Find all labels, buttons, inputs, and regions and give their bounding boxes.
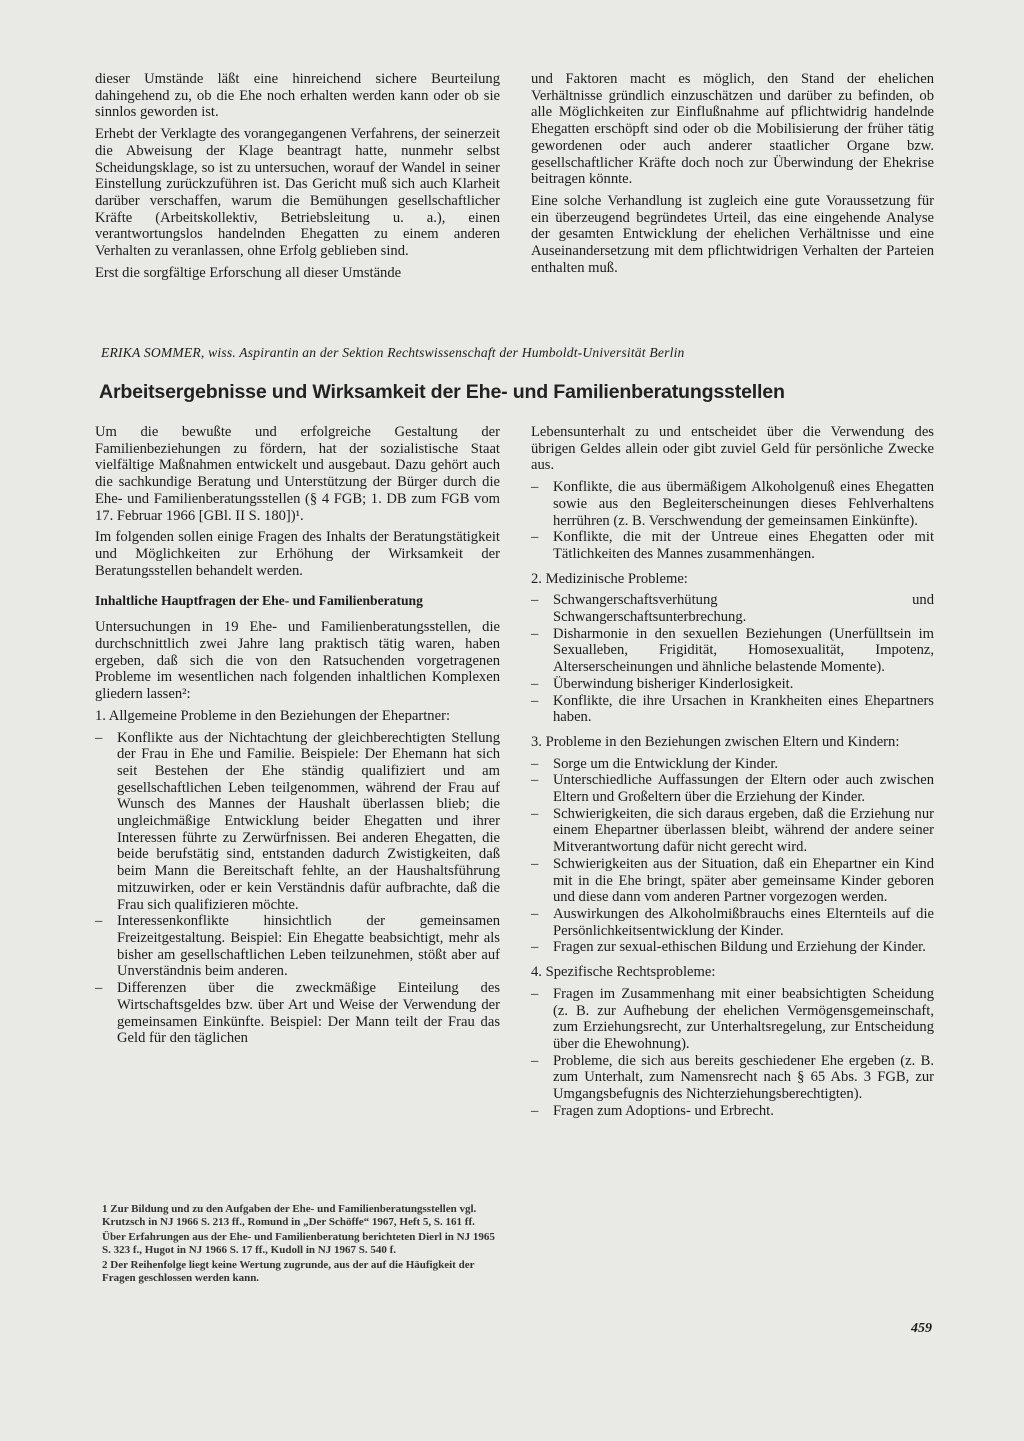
dash-marker: – [531,905,539,922]
list-item: – Unterschiedliche Auffassungen der Eltern oder auch zwischen Eltern und Großeltern über die Erziehung der Kinder. [531,772,934,806]
dash-marker: – [531,1102,539,1119]
list-item: – Konflikte, die ihre Ursachen in Krankheiten eines Ehepartners haben. [531,692,934,726]
list-item: – Fragen zum Adoptions- und Erbrecht. [531,1102,774,1119]
paragraph: und Faktoren macht es möglich, den Stand der ehelichen Verhältnisse gründlich einzuschätzen und darüber zu befinden, ob alle Möglichkeiten zur Einflußnahme auf pflichtwidrig handelnde Ehegatten erschöpft sind oder ob die Mobilisierung der früher tätig gewordenen oder auch anderer staatlicher Organe bzw. gesellschaftlicher Kräfte doch noch zur Überwindung der Ehekrise beitragen könnte. [531,71,934,188]
dash-marker: – [531,529,539,546]
top-right-column [531,71,934,281]
paragraph: Eine solche Verhandlung ist zugleich eine gute Voraussetzung für ein überzeugend begründetes Urteil, das eine eingehende Analyse der gesamten Entwicklung der ehelichen Verhältnisse und eine Auseinandersetzung mit dem pflichtwidrigen Verhalten der Parteien enthalten muß. [531,192,934,276]
dash-marker: – [531,855,539,872]
list-item: – Disharmonie in den sexuellen Beziehungen (Unerfülltsein im Sexualleben, Frigidität, Homosexualität, Impotenz, Alterserscheinungen und ähnliche belastende Momente). [531,625,934,676]
footnote: Über Erfahrungen aus der Ehe- und Familienberatung berichteten Dierl in NJ 1965 S. 323 f., Hugot in NJ 1966 S. 17 ff., Kudoll in NJ 1967 S. 540 f. [102,1231,495,1256]
dash-marker: – [531,1052,539,1069]
dash-marker: – [531,805,539,822]
dash-marker: – [531,592,539,609]
list-heading: 4. Spezifische Rechtsprobleme: [531,964,716,981]
section-heading: Inhaltliche Hauptfragen der Ehe- und Familienberatung [95,593,423,609]
paragraph: Im folgenden sollen einige Fragen des Inhalts der Beratungstätigkeit und Möglichkeiten zur Erhöhung der Wirksamkeit der Beratungsstellen behandelt werden. [95,529,500,579]
dash-marker: – [531,675,539,692]
article-author: ERIKA SOMMER, wiss. Aspirantin an der Sektion Rechtswissenschaft der Humboldt-Universität Berlin [101,345,685,360]
dash-marker: – [531,939,539,956]
dash-marker: – [531,479,539,496]
top-left-column [95,71,500,286]
list-item: – Fragen zur sexual-ethischen Bildung und Erziehung der Kinder. [531,939,926,956]
list-item: – Schwierigkeiten, die sich daraus ergeben, daß die Erziehung nur einem Ehepartner überlassen bleibt, während der andere seiner Mitverantwortung dafür nicht gerecht wird. [531,805,934,856]
list-heading: 3. Probleme in den Beziehungen zwischen Eltern und Kindern: [531,733,900,750]
list-item: – Sorge um die Entwicklung der Kinder. [531,755,779,772]
dash-marker: – [531,755,539,772]
list-item: – Interessenkonflikte hinsichtlich der gemeinsamen Freizeitgestaltung. Beispiel: Ein Ehegatte beabsichtigt, mehr als bisher am gesellschaftlichen Leben teilzunehmen, stößt aber auf Unverständnis beim anderen. [95,913,500,980]
dash-marker: – [531,772,539,789]
dash-marker: – [95,729,103,746]
article-title: Arbeitsergebnisse und Wirksamkeit der Ehe- und Familienberatungsstellen [99,381,785,403]
list-heading: 2. Medizinische Probleme: [531,570,688,587]
dash-marker: – [531,985,539,1002]
dash-marker: – [95,913,103,930]
list-item: – Überwindung bisheriger Kinderlosigkeit. [531,675,794,692]
list-item: – Konflikte aus der Nichtachtung der gleichberechtigten Stellung der Frau in Ehe und Familie. Beispiele: Der Ehemann hat sich seit Bestehen der Ehe ständig qualifiziert und am gesellschaftlichen Leben teilgenommen, während der Frau auf Wunsch des Mannes der Haushalt überlassen blieb; die ungleichmäßige Entwicklung beider Ehegatten und ihrer Interessen führte zu Zerwürfnissen. Bei anderen Ehegatten, die beide berufstätig sind, entstanden dadurch Zwistigkeiten, daß beim Mann die Bereitschaft fehlte, an der Haushaltsführung mitzuwirken, oder er kein Verständnis dafür aufbrachte, daß die Frau sich qualifizieren möchte. [95,729,500,913]
main-right-column [531,424,934,1119]
list-heading: 1. Allgemeine Probleme in den Beziehungen der Ehepartner: [95,707,450,724]
paragraph: Erhebt der Verklagte des vorangegangenen Verfahrens, der seinerzeit die Abweisung der Klage beantragt hatte, nunmehr selbst Scheidungsklage, so ist zu untersuchen, worauf der Wandel in seiner Einstellung zurückzuführen ist. Das Gericht muß sich auch Klarheit darüber verschaffen, warum die Bemühungen gesellschaftlicher Kräfte (Arbeitskollektiv, Betriebsleitung u. a.), einen verantwortungslos handelnden Ehegatten zu einem anderen Verhalten zu veranlassen, ohne Erfolg geblieben sind. [95,126,500,260]
list-item: – Konflikte, die aus übermäßigem Alkoholgenuß eines Ehegatten sowie aus den Begleiterscheinungen dieses Fehlverhaltens herrühren (z. B. Verschwendung der gemeinsamen Einkünfte). [531,479,934,529]
list-item: – Fragen im Zusammenhang mit einer beabsichtigten Scheidung (z. B. zur Aufhebung der ehelichen Vermögensgemeinschaft, zum Erziehungsrecht, zur Unterhaltsregelung, zur Entscheidung über die Ehewohnung). [531,985,934,1052]
paragraph: Um die bewußte und erfolgreiche Gestaltung der Familienbeziehungen zu fördern, hat der sozialistische Staat vielfältige Maßnahmen entwickelt und ausgebaut. Dazu gehört auch die sachkundige Beratung und Unterstützung der Bürger durch die Ehe- und Familienberatungsstellen (§ 4 FGB; 1. DB zum FGB vom 17. Februar 1966 [GBl. II S. 180])¹. [95,424,500,524]
list-item: – Auswirkungen des Alkoholmißbrauchs eines Elternteils auf die Persönlichkeitsentwicklung der Kinder. [531,905,934,939]
footnote: 1 Zur Bildung und zu den Aufgaben der Ehe- und Familienberatungsstellen vgl. Krutzsch in NJ 1966 S. 213 ff., Romund in „Der Schöffe“ 1967, Heft 5, S. 161 ff. [102,1203,477,1228]
page-number: 459 [911,1321,932,1336]
footnotes [102,1203,500,1288]
paragraph: Erst die sorgfältige Erforschung all dieser Umstände [95,264,402,281]
dash-marker: – [531,625,539,642]
list-item: – Schwangerschaftsverhütung und Schwangerschaftsunterbrechung. [531,592,934,626]
list-item: – Differenzen über die zweckmäßige Einteilung des Wirtschaftsgeldes bzw. über Art und Weise der Verwendung der gemeinsamen Einkünfte. Beispiel: Der Mann teilt der Frau das Geld für den täglichen [95,980,500,1047]
paragraph: Untersuchungen in 19 Ehe- und Familienberatungsstellen, die durchschnittlich zwei Jahre lang praktisch tätig waren, haben ergeben, daß sich die von den Ratsuchenden vorgetragenen Probleme im wesentlichen nach folgenden inhaltlichen Komplexen gliedern lassen²: [95,619,500,703]
footnote: 2 Der Reihenfolge liegt keine Wertung zugrunde, aus der auf die Häufigkeit der Fragen geschlossen werden kann. [102,1259,475,1284]
paragraph: Lebensunterhalt zu und entscheidet über die Verwendung des übrigen Geldes allein oder gibt zuviel Geld für persönliche Zwecke aus. [531,424,934,474]
dash-marker: – [95,980,103,997]
dash-marker: – [531,692,539,709]
list-item: – Schwierigkeiten aus der Situation, daß ein Ehepartner ein Kind mit in die Ehe bringt, später aber gemeinsame Kinder geboren und diese dann vom anderen Partner vorgezogen werden. [531,855,934,906]
main-left-column [95,424,500,1047]
list-item: – Konflikte, die mit der Untreue eines Ehegatten oder mit Tätlichkeiten des Mannes zusammenhängen. [531,529,934,562]
list-item: – Probleme, die sich aus bereits geschiedener Ehe ergeben (z. B. zum Unterhalt, zum Namensrecht nach § 65 Abs. 3 FGB, zur Umgangsbefugnis des Nichterziehungsberechtigten). [531,1052,934,1103]
paragraph: dieser Umstände läßt eine hinreichend sichere Beurteilung dahingehend zu, ob die Ehe noch erhalten werden kann oder ob sie sinnlos geworden ist. [95,71,500,121]
